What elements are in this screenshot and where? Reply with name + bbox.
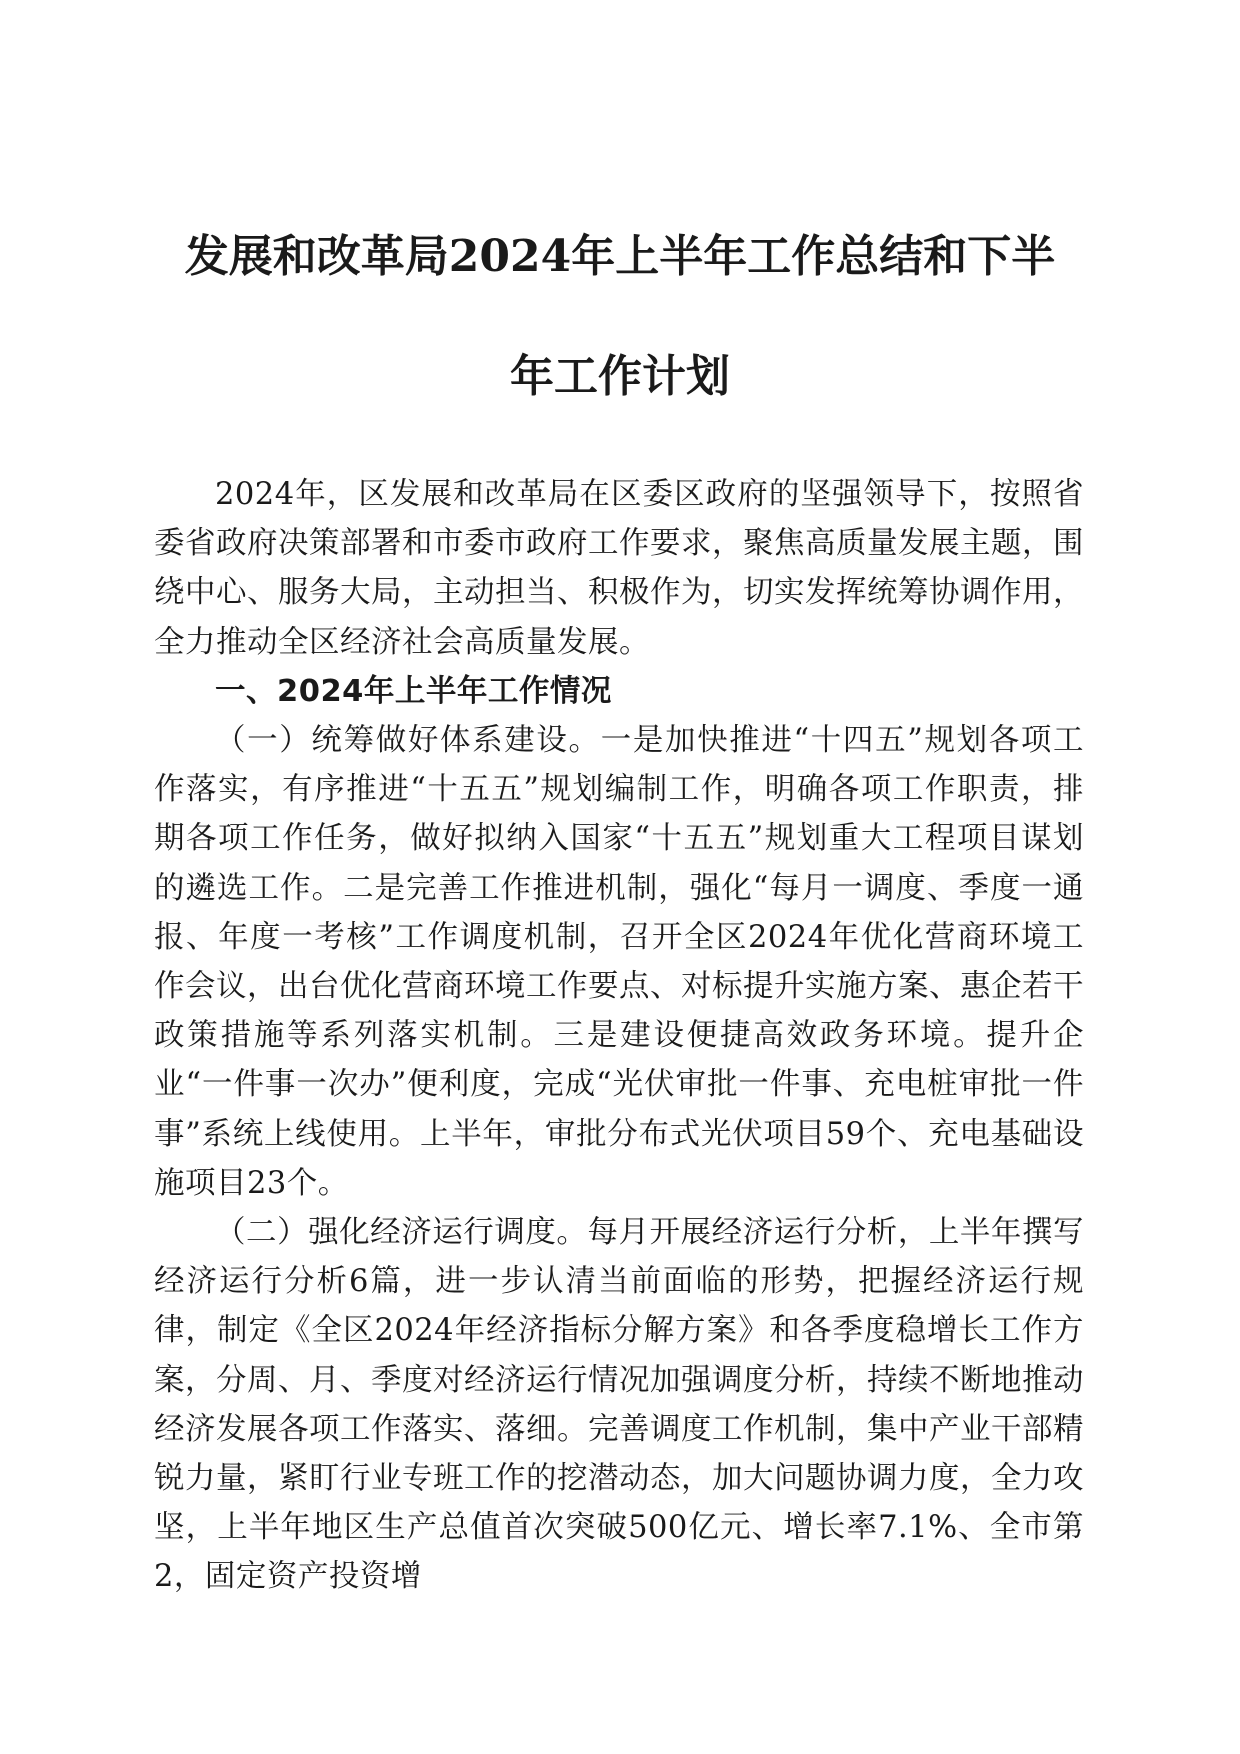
subsection-2-text: 每月开展经济运行分析，上半年撰写经济运行分析6篇，进一步认清当前面临的形势，把握经济运行规律，制定《全区2024年经济指标分解方案》和各季度稳增长工作方案，分周、月、季度对经济运行情况加强调度分析，持续不断地推动经济发展各项工作落实、落细。完善调度工作机制，集中产业干部精锐力量，紧盯行业专班工作的挖潜动态，加大问题协调力度，全力攻坚，上半年地区生产总值首次突破500亿元、增长率7.1%、全市第2，固定资产投资增 — [154, 1215, 1085, 1595]
subsection-2-paragraph — [154, 1208, 1084, 1602]
section-heading-1: 一、2024年上半年工作情况 — [215, 673, 612, 709]
subsection-1-heading: （一）统筹做好体系建设。 — [215, 723, 601, 759]
document-body — [154, 470, 1084, 1602]
subsection-1-text: 一是加快推进“十四五”规划各项工作落实，有序推进“十五五”规划编制工作，明确各项工作职责，排期各项工作任务，做好拟纳入国家“十五五”规划重大工程项目谋划的遴选工作。二是完善工作推进机制，强化“每月一调度、季度一通报、年度一考核”工作调度机制，召开全区2024年优化营商环境工作会议，出台优化营商环境工作要点、对标提升实施方案、惠企若干政策措施等系列落实机制。三是建设便捷高效政务环境。提升企业“一件事一次办”便利度，完成“光伏审批一件事、充电桩审批一件事”系统上线使用。上半年，审批分布式光伏项目59个、充电基础设施项目23个。 — [154, 723, 1085, 1201]
intro-paragraph: 2024年，区发展和改革局在区委区政府的坚强领导下，按照省委省政府决策部署和市委市政府工作要求，聚焦高质量发展主题，围绕中心、服务大局，主动担当、积极作为，切实发挥统筹协调作用，全力推动全区经济社会高质量发展。 — [154, 477, 1084, 660]
subsection-2-heading: （二）强化经济运行调度。 — [215, 1215, 588, 1251]
document-title-line-1: 发展和改革局2024年上半年工作总结和下半 — [184, 231, 1056, 282]
subsection-1-paragraph — [154, 716, 1084, 1208]
document-title-line-2: 年工作计划 — [510, 351, 730, 402]
